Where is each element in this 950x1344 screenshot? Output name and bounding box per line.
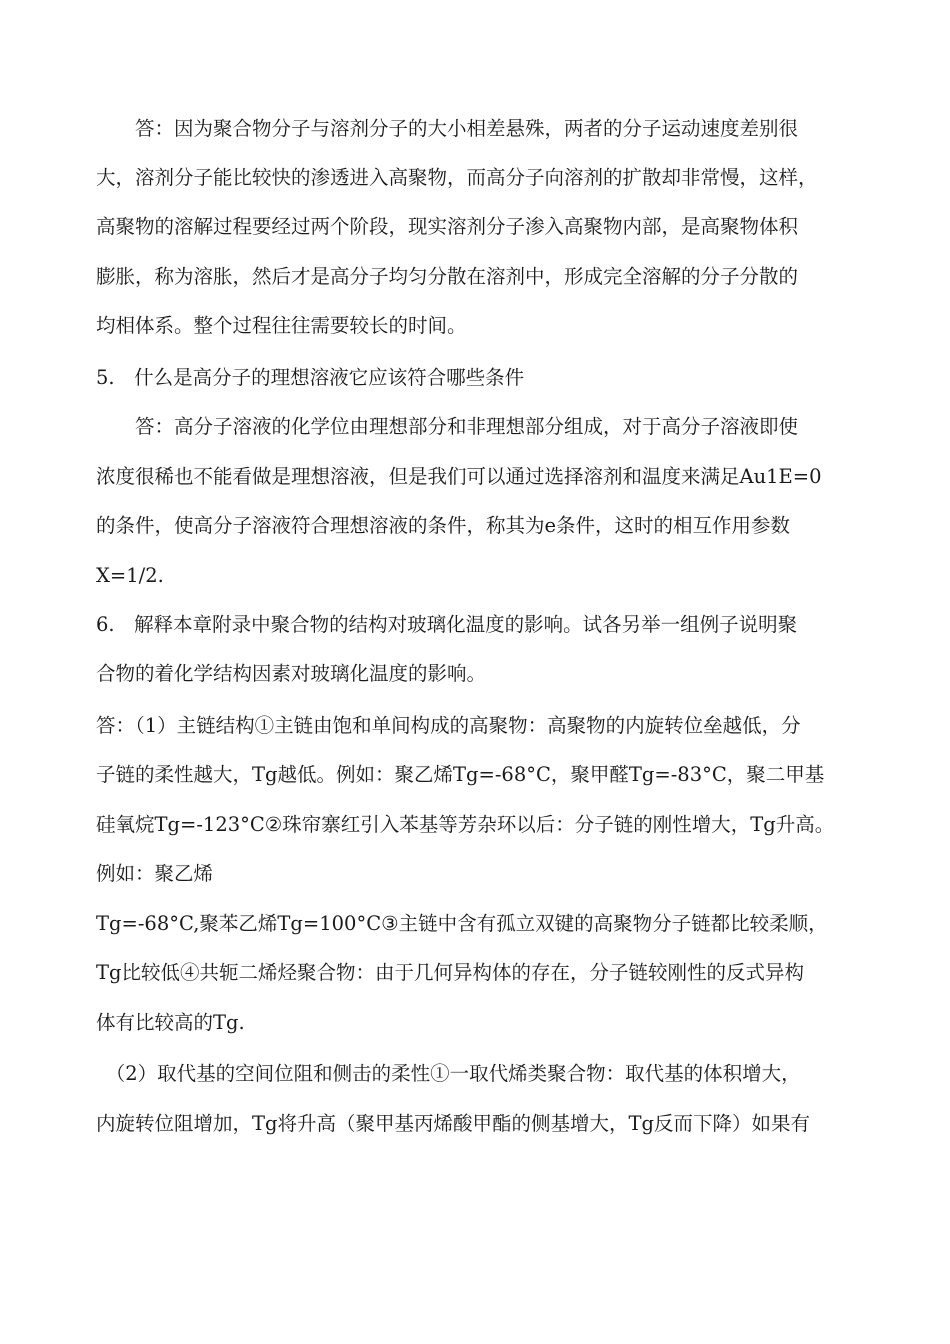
text-line: 大，溶剂分子能比较快的渗透进入高聚物，而高分子向溶剂的扩散却非常慢，这样， — [96, 166, 818, 189]
text-line: 均相体系。整个过程往往需要较长的时间。 — [96, 314, 467, 337]
text-line: （2）取代基的空间位阻和侧击的柔性①一取代烯类聚合物：取代基的体积增大， — [96, 1062, 801, 1085]
text-line: 答：高分子溶液的化学位由理想部分和非理想部分组成，对于高分子溶液即使 — [96, 415, 799, 438]
text-line: Tg=-68°C,聚苯乙烯Tg=100°C③主链中含有孤立双键的高聚物分子链都比较柔顺， — [96, 912, 828, 935]
text-line: 体有比较高的Tg. — [96, 1011, 245, 1034]
question-heading: 5. 什么是高分子的理想溶液它应该符合哪些条件 — [96, 366, 525, 389]
text-line: 答：（1）主链结构①主链由饱和单间构成的高聚物：高聚物的内旋转位垒越低，分 — [96, 714, 801, 737]
text-line: X=1/2. — [96, 564, 164, 587]
text-line: 合物的着化学结构因素对玻璃化温度的影响。 — [96, 662, 487, 685]
question-heading: 6. 解释本章附录中聚合物的结构对玻璃化温度的影响。试各另举一组例子说明聚 — [96, 613, 798, 636]
text-line: 子链的柔性越大，Tg越低。例如：聚乙烯Tg=-68°C，聚甲醛Tg=-83°C，聚二甲基 — [96, 763, 825, 786]
text-line: 答：因为聚合物分子与溶剂分子的大小相差悬殊，两者的分子运动速度差别很 — [96, 117, 799, 140]
text-line: 内旋转位阻增加，Tg将升高（聚甲基丙烯酸甲酯的侧基增大，Tg反而下降）如果有 — [96, 1112, 810, 1135]
text-line: 的条件，使高分子溶液符合理想溶液的条件，称其为e条件，这时的相互作用参数 — [96, 514, 791, 537]
text-line: 例如：聚乙烯 — [96, 862, 214, 885]
text-line: 硅氧烷Tg=-123°C②珠帘寨红引入苯基等芳杂环以后：分子链的刚性增大，Tg升高。 — [96, 813, 835, 836]
text-line: Tg比较低④共轭二烯烃聚合物：由于几何异构体的存在，分子链较刚性的反式异构 — [96, 961, 804, 984]
text-line: 高聚物的溶解过程要经过两个阶段，现实溶剂分子渗入高聚物内部，是高聚物体积 — [96, 215, 799, 238]
text-line: 膨胀，称为溶胀，然后才是高分子均匀分散在溶剂中，形成完全溶解的分子分散的 — [96, 265, 799, 288]
text-line: 浓度很稀也不能看做是理想溶液，但是我们可以通过选择溶剂和温度来满足Au1E=0 — [96, 465, 822, 488]
